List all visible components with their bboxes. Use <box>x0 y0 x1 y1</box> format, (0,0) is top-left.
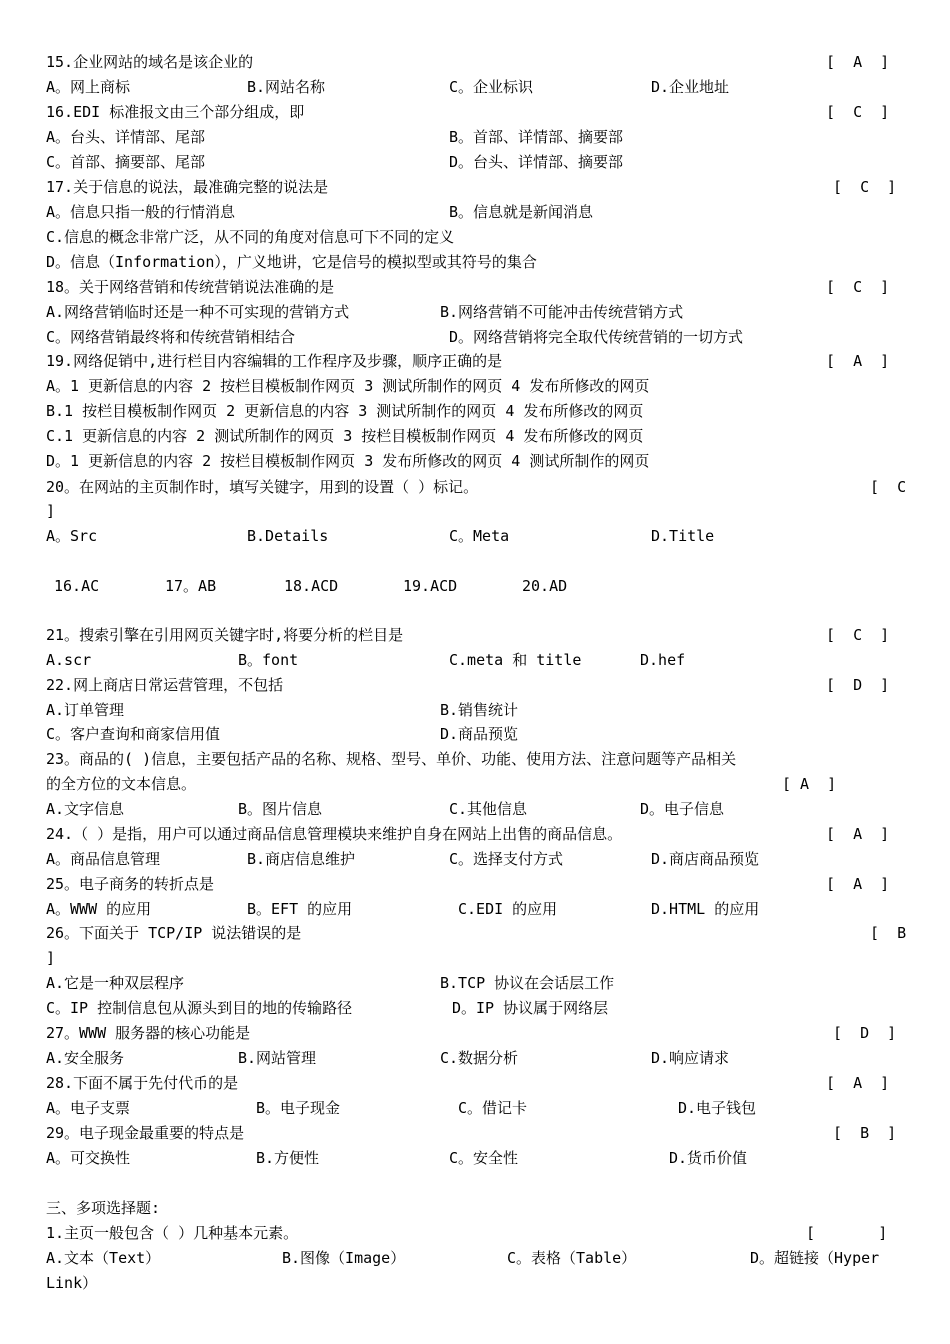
answer-key-item: 18.ACD <box>284 577 339 595</box>
option-c: C.meta 和 title <box>449 651 582 669</box>
question-17: 17.关于信息的说法，最准确完整的说法是 <box>46 178 329 196</box>
option-a: A。可交换性 <box>46 1149 131 1167</box>
answer-21: [ C ] <box>826 626 890 644</box>
option-c: C。安全性 <box>449 1149 519 1167</box>
question-28: 28.下面不属于先付代币的是 <box>46 1074 239 1092</box>
option-c: C。企业标识 <box>449 78 534 96</box>
answer-24: [ A ] <box>826 825 890 843</box>
option-c: C。表格（Table） <box>507 1249 637 1267</box>
option-a: A.它是一种双层程序 <box>46 974 185 992</box>
answer-16: [ C ] <box>826 103 890 121</box>
answer-25: [ A ] <box>826 875 890 893</box>
option-d: D.电子钱包 <box>678 1099 757 1117</box>
answer-28: [ A ] <box>826 1074 890 1092</box>
option-d: D.货币价值 <box>669 1149 748 1167</box>
answer-key-item: 19.ACD <box>403 577 458 595</box>
option-b: B。EFT 的应用 <box>247 900 353 918</box>
question-18: 18。关于网络营销和传统营销说法准确的是 <box>46 278 335 296</box>
question-19: 19.网络促销中,进行栏目内容编辑的工作程序及步骤，顺序正确的是 <box>46 352 503 370</box>
question-20: 20。在网站的主页制作时，填写关键字，用到的设置（ ）标记。 <box>46 478 479 496</box>
question-29: 29。电子现金最重要的特点是 <box>46 1124 245 1142</box>
option-b: B.方便性 <box>256 1149 320 1167</box>
option-c: C。首部、摘要部、尾部 <box>46 153 206 171</box>
option-d: D。超链接（Hyper <box>750 1249 880 1267</box>
option-a: A.安全服务 <box>46 1049 125 1067</box>
option-b: B.销售统计 <box>440 701 519 719</box>
option-a: A。电子支票 <box>46 1099 131 1117</box>
option-a: A。网上商标 <box>46 78 131 96</box>
option-d: D。台头、详情部、摘要部 <box>449 153 624 171</box>
option-a: A。WWW 的应用 <box>46 900 152 918</box>
answer-27: [ D ] <box>833 1024 897 1042</box>
question-27: 27。WWW 服务器的核心功能是 <box>46 1024 251 1042</box>
option-d: D.HTML 的应用 <box>651 900 760 918</box>
answer-22: [ D ] <box>826 676 890 694</box>
option-d: D。信息（Information），广义地讲，它是信号的模拟型或其符号的集合 <box>46 253 537 271</box>
option-d: D。电子信息 <box>640 800 725 818</box>
option-c: C.其他信息 <box>449 800 528 818</box>
option-c: C。客户查询和商家信用值 <box>46 725 221 743</box>
answer-20-bracket: ] <box>46 502 56 520</box>
question-26: 26。下面关于 TCP/IP 说法错误的是 <box>46 924 302 942</box>
answer-23: [ A ] <box>782 775 837 793</box>
option-a: A.网络营销临时还是一种不可实现的营销方式 <box>46 303 350 321</box>
option-c: C。IP 控制信息包从源头到目的地的传输路径 <box>46 999 353 1017</box>
option-b: B。font <box>238 651 299 669</box>
question-16: 16.EDI 标准报文由三个部分组成，即 <box>46 103 305 121</box>
answer-19: [ A ] <box>826 352 890 370</box>
option-c: C.1 更新信息的内容 2 测试所制作的网页 3 按栏目模板制作网页 4 发布所修改的网页 <box>46 427 644 445</box>
option-c: C。网络营销最终将和传统营销相结合 <box>46 328 296 346</box>
answer-key-item: 16.AC <box>54 577 100 595</box>
option-c: C.数据分析 <box>440 1049 519 1067</box>
option-d: D.商店商品预览 <box>651 850 760 868</box>
question-22: 22.网上商店日常运营管理，不包括 <box>46 676 284 694</box>
option-a: A。信息只指一般的行情消息 <box>46 203 236 221</box>
answer-26: [ B <box>870 924 907 942</box>
option-c: C。Meta <box>449 527 510 545</box>
question-21: 21。搜索引擎在引用网页关键字时,将要分析的栏目是 <box>46 626 404 644</box>
answer-20: [ C <box>870 478 907 496</box>
answer-15: [ A ] <box>826 53 890 71</box>
option-c: C.信息的概念非常广泛，从不同的角度对信息可下不同的定义 <box>46 228 455 246</box>
question-23: 23。商品的( )信息，主要包括产品的名称、规格、型号、单价、功能、使用方法、注意问题等产品相关 <box>46 750 737 768</box>
option-a: A。Src <box>46 527 98 545</box>
answer-key-item: 17。AB <box>165 577 217 595</box>
question-23-cont: 的全方位的文本信息。 <box>46 775 197 793</box>
answer-key-item: 20.AD <box>522 577 568 595</box>
multi-answer-1: [ ] <box>806 1224 888 1242</box>
question-25: 25。电子商务的转折点是 <box>46 875 215 893</box>
section-heading: 三、多项选择题: <box>46 1199 161 1217</box>
option-d: D.企业地址 <box>651 78 730 96</box>
option-a: A.scr <box>46 651 92 669</box>
option-d-cont: Link） <box>46 1274 98 1292</box>
option-b: B.网站名称 <box>247 78 326 96</box>
option-b: B.网站管理 <box>238 1049 317 1067</box>
option-c: C。选择支付方式 <box>449 850 564 868</box>
multi-question-1: 1.主页一般包含（ ）几种基本元素。 <box>46 1224 299 1242</box>
option-b: B。图片信息 <box>238 800 323 818</box>
option-b: B.网络营销不可能冲击传统营销方式 <box>440 303 684 321</box>
answer-26-bracket: ] <box>46 949 56 967</box>
answer-17: [ C ] <box>833 178 897 196</box>
option-b: B.Details <box>247 527 329 545</box>
option-d: D。网络营销将完全取代传统营销的一切方式 <box>449 328 744 346</box>
option-d: D.响应请求 <box>651 1049 730 1067</box>
option-d: D.hef <box>640 651 686 669</box>
answer-18: [ C ] <box>826 278 890 296</box>
option-b: B.1 按栏目模板制作网页 2 更新信息的内容 3 测试所制作的网页 4 发布所修改的网页 <box>46 402 644 420</box>
option-b: B。首部、详情部、摘要部 <box>449 128 624 146</box>
option-d: D.Title <box>651 527 715 545</box>
option-a: A.文字信息 <box>46 800 125 818</box>
option-c: C.EDI 的应用 <box>458 900 558 918</box>
option-a: A。1 更新信息的内容 2 按栏目模板制作网页 3 测试所制作的网页 4 发布所修改的网页 <box>46 377 650 395</box>
option-a: A.订单管理 <box>46 701 125 719</box>
option-d: D。IP 协议属于网络层 <box>452 999 609 1017</box>
question-15: 15.企业网站的域名是该企业的 <box>46 53 254 71</box>
answer-29: [ B ] <box>833 1124 897 1142</box>
option-a: A。商品信息管理 <box>46 850 161 868</box>
option-d: D。1 更新信息的内容 2 按栏目模板制作网页 3 发布所修改的网页 4 测试所制作的网页 <box>46 452 650 470</box>
option-b: B.TCP 协议在会话层工作 <box>440 974 615 992</box>
option-d: D.商品预览 <box>440 725 519 743</box>
option-c: C。借记卡 <box>458 1099 528 1117</box>
option-a: A。台头、详情部、尾部 <box>46 128 206 146</box>
option-b: B.商店信息维护 <box>247 850 356 868</box>
option-a: A.文本（Text） <box>46 1249 161 1267</box>
option-b: B。信息就是新闻消息 <box>449 203 594 221</box>
question-24: 24.（ ）是指，用户可以通过商品信息管理模块来维护自身在网站上出售的商品信息。 <box>46 825 623 843</box>
option-b: B。电子现金 <box>256 1099 341 1117</box>
option-b: B.图像（Image） <box>282 1249 406 1267</box>
